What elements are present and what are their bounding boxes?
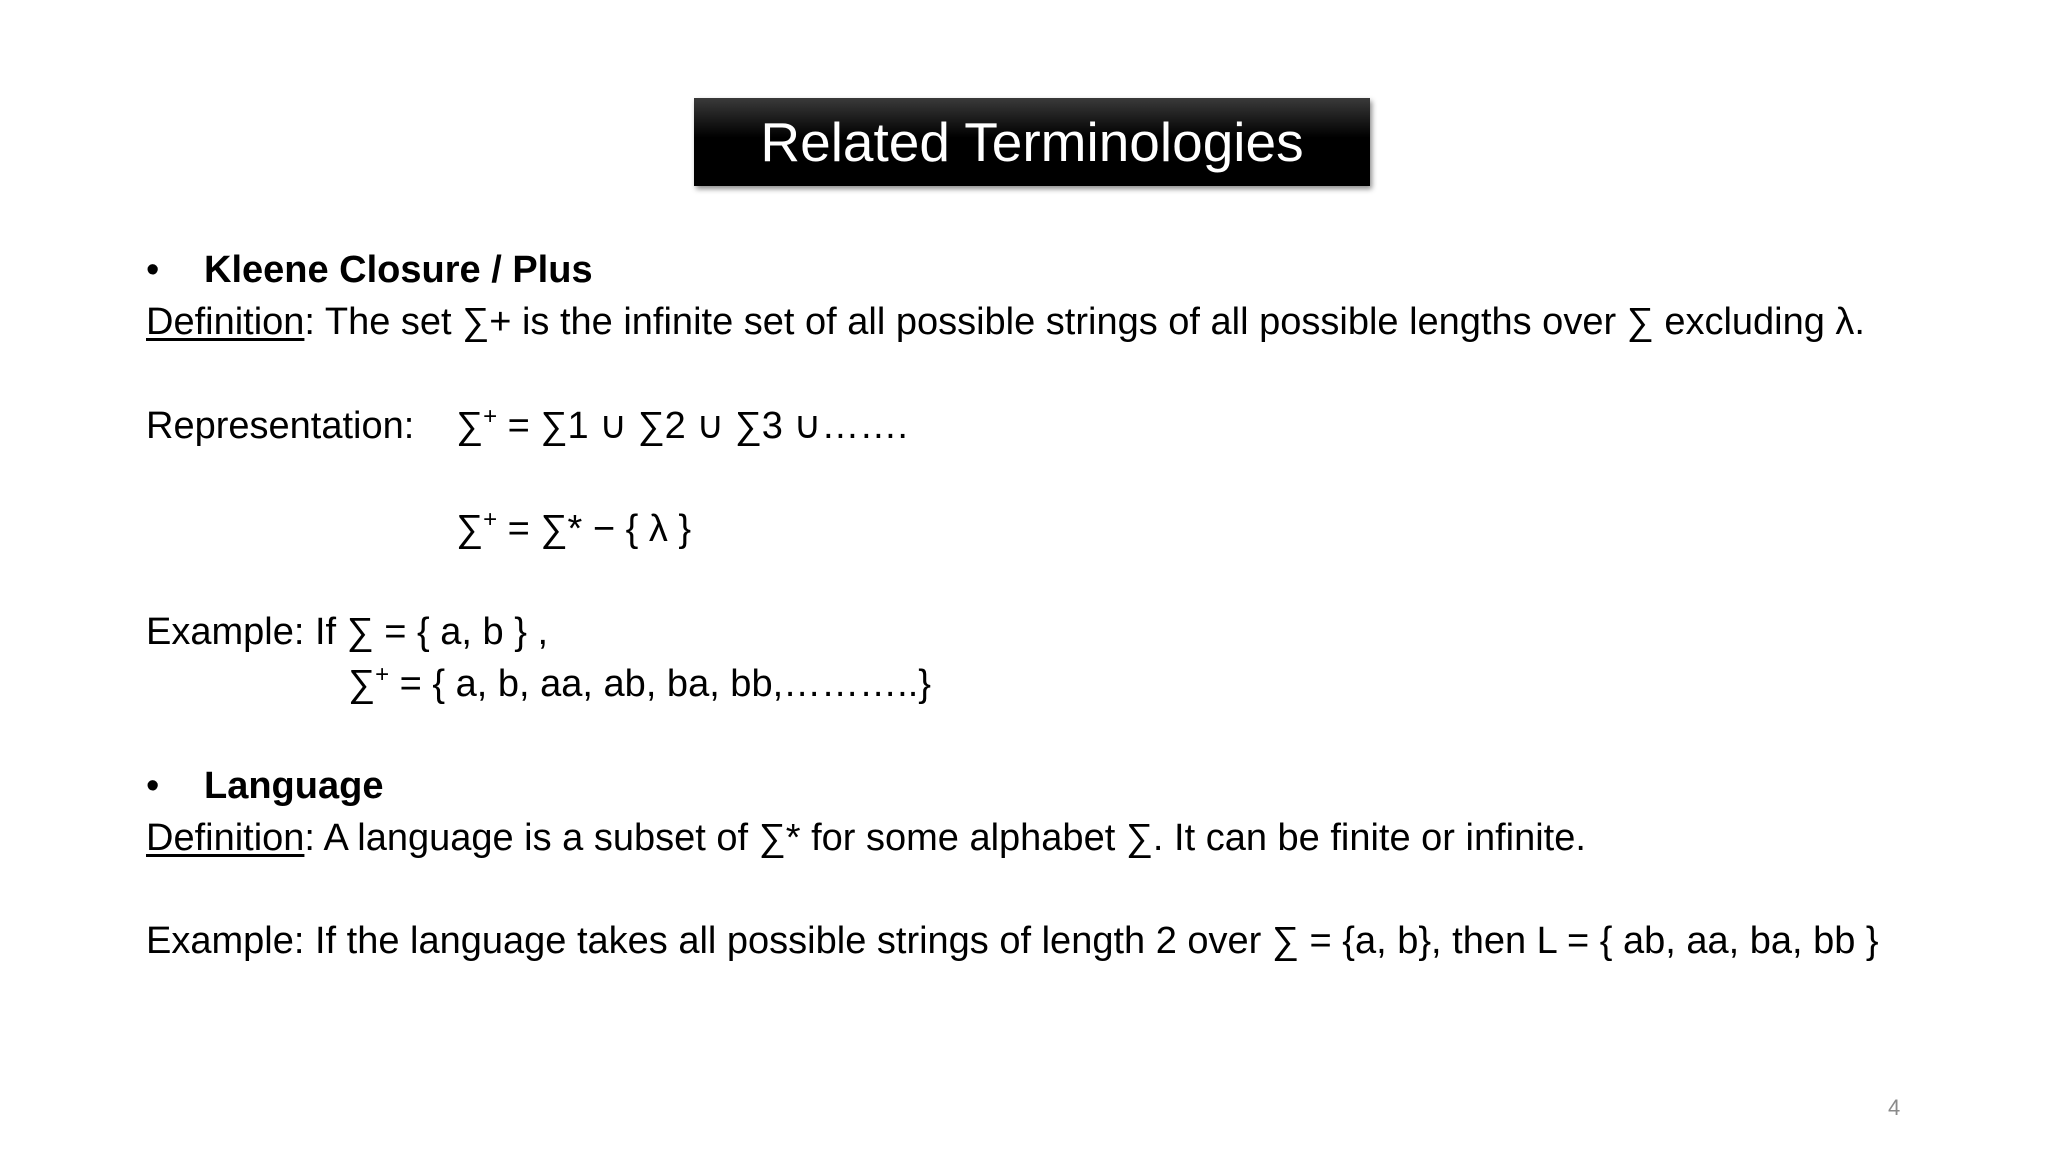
kleene-representation-line-1: [456, 404, 908, 448]
language-definition: [146, 816, 1586, 860]
page-number: 4: [1888, 1095, 1901, 1120]
bullet-item-language: [146, 764, 383, 808]
kleene-definition-label: Definition: [146, 301, 305, 343]
plus-superscript: +: [483, 506, 498, 533]
bullet-item-kleene: [146, 248, 593, 292]
kleene-example-line-2: [348, 662, 931, 706]
example-set: = { a, b, aa, ab, ba, bb,………..}: [389, 663, 931, 705]
language-definition-text: : A language is a subset of ∑* for some alphabet ∑. It can be finite or infinite.: [304, 817, 1586, 859]
kleene-representation-label: Representation:: [146, 405, 415, 447]
bullet-icon: •: [146, 249, 160, 291]
language-definition-label: Definition: [146, 817, 305, 859]
language-heading: Language: [204, 765, 384, 807]
kleene-heading: Kleene Closure / Plus: [204, 249, 593, 291]
plus-superscript: +: [375, 661, 390, 688]
bullet-icon: •: [146, 765, 160, 807]
rep1-expression: = ∑1 ∪ ∑2 ∪ ∑3 ∪…….: [497, 405, 908, 447]
sigma-symbol: ∑: [456, 405, 484, 447]
language-example: Example: If the language takes all possible strings of length 2 over ∑ = {a, b}, then L = { ab, aa, ba, bb }: [146, 920, 1879, 962]
kleene-definition: [146, 300, 1865, 344]
sigma-symbol: ∑: [456, 508, 484, 550]
kleene-definition-text: : The set ∑+ is the infinite set of all possible strings of all possible lengths over ∑ excluding λ.: [304, 301, 1865, 343]
sigma-symbol: ∑: [348, 663, 376, 705]
kleene-representation-line-2: [456, 507, 691, 551]
slide-title: Related Terminologies: [760, 111, 1304, 173]
kleene-example-line-1: Example: If ∑ = { a, b } ,: [146, 611, 549, 653]
plus-superscript: +: [483, 403, 498, 430]
rep2-expression: = ∑* − { λ }: [497, 508, 692, 550]
slide-title-box: [694, 98, 1370, 186]
